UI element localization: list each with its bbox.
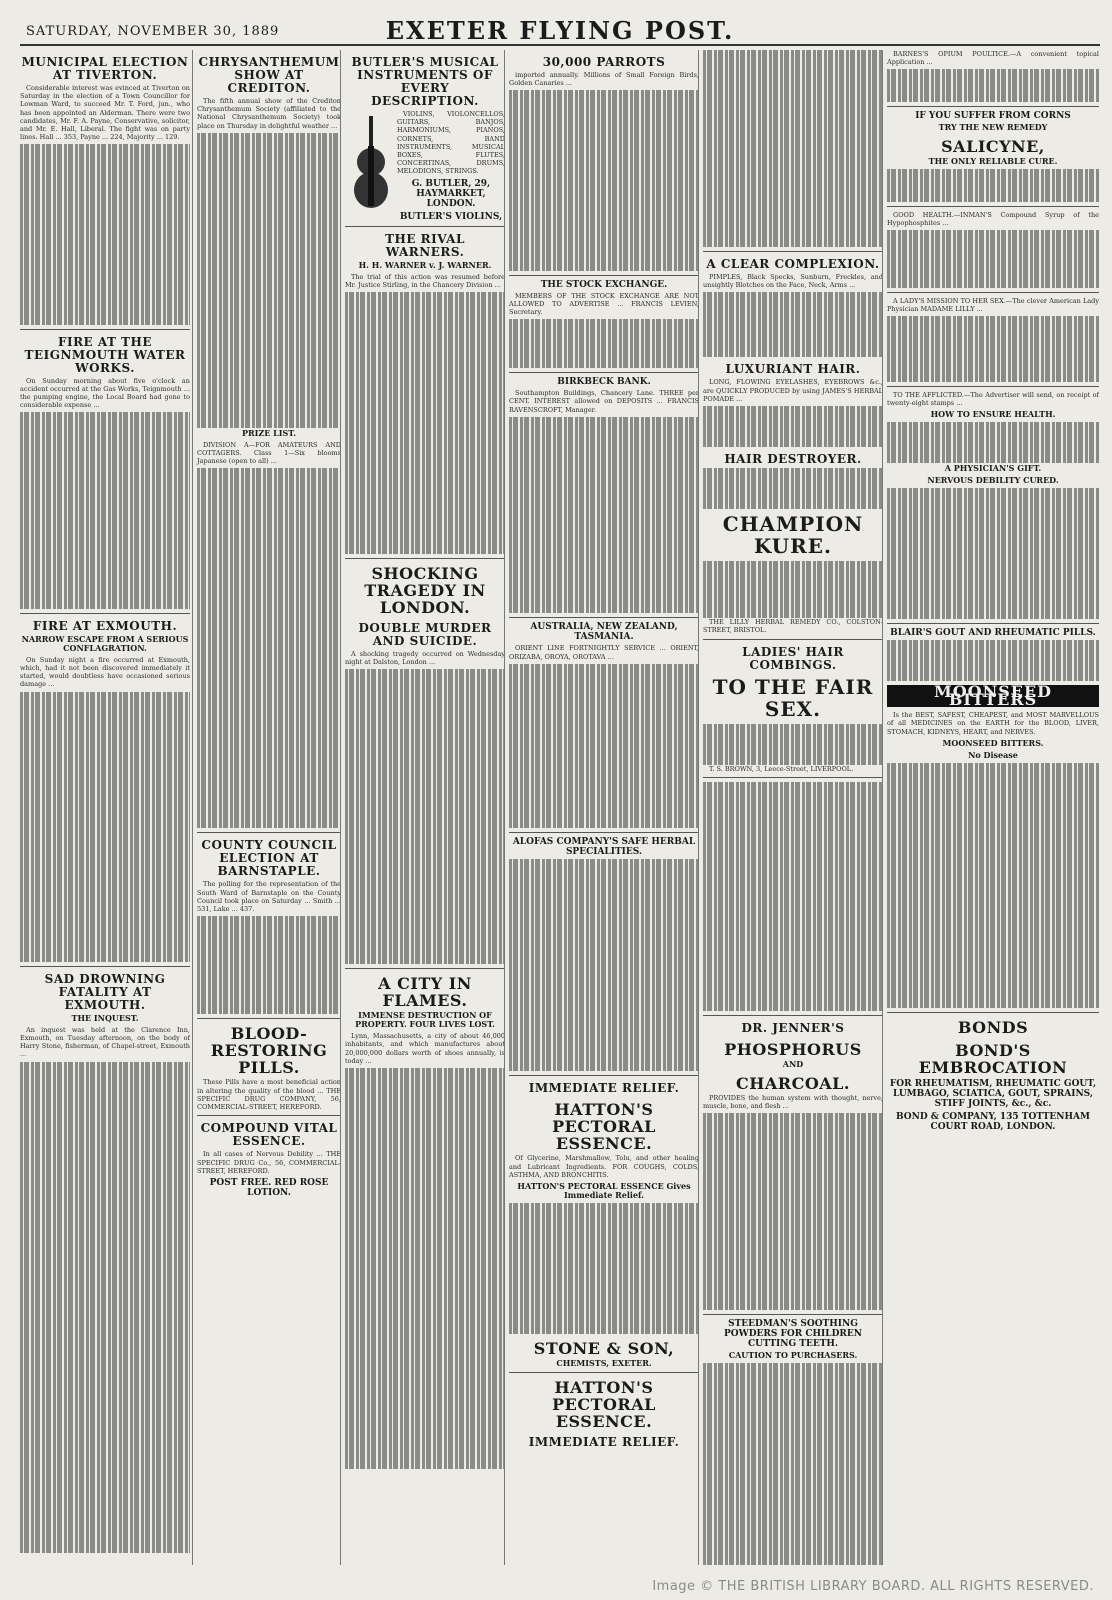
prize-list-heading: PRIZE LIST. bbox=[242, 427, 296, 438]
ad-text: FOR RHEUMATISM, RHEUMATIC GOUT, LUMBAGO, SCIATICA, GOUT, SPRAINS, STIFF JOINTS, &c., &c. bbox=[889, 1079, 1097, 1110]
article-text: Considerable interest was evinced at Tiverton on Saturday in the election of a Town Councillor for Lowman Ward, to succeed Mr. T. Ford, jun., who has been appointed an Alderman. There were two candidates, Mr. F. A. Payne, Conservative, solicitor, and Mr. E. Hall, Liberal. The fight was on party lines. Hall ... 353, Payne ... 224, Majority ... 129. bbox=[20, 84, 190, 142]
ad-moonseed-bitters: MOONSEED BITTERS bbox=[887, 685, 1099, 707]
ad-chemists: CHEMISTS, EXETER. bbox=[556, 1358, 652, 1369]
article-text: The trial of this action was resumed before Mr. Justice Stirling, in the Chancery Division ... bbox=[345, 272, 505, 289]
headline-teignmouth-fire: FIRE AT THE TEIGNMOUTH WATER WORKS. bbox=[24, 334, 186, 375]
ad-hattons-pectoral-essence-2: HATTON'S PECTORAL ESSENCE. bbox=[552, 1378, 656, 1432]
ad-corns: IF YOU SUFFER FROM CORNS bbox=[915, 111, 1071, 122]
ad-text: PIMPLES, Black Specks, Sunburn, Freckles, and unsightly Blotches on the Face, Neck, Arms ... bbox=[703, 272, 883, 289]
ad-birkbeck-bank: BIRKBECK BANK. bbox=[557, 377, 651, 388]
ad-text: A LADY'S MISSION TO HER SEX.—The clever American Lady Physician MADAME LILLY ... bbox=[887, 296, 1099, 313]
subheadline: IMMENSE DESTRUCTION OF PROPERTY. FOUR LIVES LOST. bbox=[355, 1010, 495, 1030]
ad-blood-restoring-pills: BLOOD-RESTORING PILLS. bbox=[210, 1024, 328, 1078]
ad-post-free: POST FREE. RED ROSE LOTION. bbox=[209, 1177, 329, 1198]
article-text: An inquest was held at the Clarence Inn, Exmouth, on Tuesday afternoon, on the body of Harry Stone, fisherman, of Chapel-street, Exmouth ... bbox=[20, 1025, 190, 1059]
ad-stock-exchange: THE STOCK EXCHANGE. bbox=[540, 279, 668, 290]
ad-phosphorus: PHOSPHORUS bbox=[724, 1040, 862, 1059]
ad-subheading: HOW TO ENSURE HEALTH. bbox=[930, 408, 1056, 419]
ad-text: These Pills have a most beneficial action in altering the quality of the blood ... THE SPECIFIC DRUG COMPANY, 56, COMMERCIAL-STREET, HEREFORD. bbox=[197, 1078, 341, 1112]
headline-city-in-flames: A CITY IN FLAMES. bbox=[378, 974, 472, 1011]
article-text: The fifth annual show of the Crediton Chrysanthemum Society (affiliated to the National Chrysanthemum Society) took place on Thursday in delightful weather ... bbox=[197, 97, 341, 130]
column-3 bbox=[340, 50, 505, 1565]
ad-steedmans-powders: STEEDMAN'S SOOTHING POWDERS FOR CHILDREN CUTTING TEETH. bbox=[724, 1318, 862, 1349]
ad-caution: CAUTION TO PURCHASERS. bbox=[728, 1349, 858, 1360]
article-text: DIVISION A—FOR AMATEURS AND COTTAGERS. Class 1—Six blooms Japanese (open to all) ... bbox=[197, 440, 341, 465]
ad-text: imported annually. Millions of Small Foreign Birds, Golden Canaries ... bbox=[509, 71, 699, 88]
subheadline: DOUBLE MURDER AND SUICIDE. bbox=[358, 621, 492, 649]
ad-stone-and-son: STONE & SON, bbox=[533, 1339, 675, 1359]
column-5 bbox=[698, 50, 883, 1565]
headline-county-council: COUNTY COUNCIL ELECTION AT BARNSTAPLE. bbox=[201, 838, 337, 879]
article-text: On Sunday night a fire occurred at Exmouth, which, had it not been discovered immediately it started, would doubtless have occasioned serious damage ... bbox=[20, 655, 190, 689]
ad-text: MEMBERS OF THE STOCK EXCHANGE ARE NOT ALLOWED TO ADVERTISE ... FRANCIS LEVIEN, Secretary. bbox=[509, 291, 699, 316]
ad-parrots: 30,000 PARROTS bbox=[542, 55, 666, 69]
column-1 bbox=[20, 50, 190, 1565]
ad-luxuriant-hair: LUXURIANT HAIR. bbox=[725, 362, 861, 377]
ad-address: G. BUTLER, 29, HAYMARKET, LONDON. bbox=[411, 178, 491, 209]
column-6 bbox=[882, 50, 1099, 1565]
headline-rival-warners: THE RIVAL WARNERS. bbox=[385, 231, 465, 259]
ad-ladies-hair-combings: LADIES' HAIR COMBINGS. bbox=[742, 644, 844, 672]
article-text: On Sunday morning about five o'clock an accident occurred at the Gas Works, Teignmouth ... the pumping engine, the Local Board had gone to considerable expense ... bbox=[20, 376, 190, 410]
newspaper-title: EXETER FLYING POST. bbox=[385, 16, 735, 45]
instrument-list: VIOLINS, VIOLONCELLOS, GUITARS, BANJOS, HARMONIUMS, PIANOS, CORNETS, BAND INSTRUMENTS, MUSICAL BOXES, FLUTES, CONCERTINAS, DRUMS, MELODIONS, STRINGS. bbox=[397, 110, 505, 176]
subheadline: THE INQUEST. bbox=[71, 1012, 139, 1023]
ad-orient-line: AUSTRALIA, NEW ZEALAND, TASMANIA. bbox=[530, 622, 678, 643]
ad-text: TO THE AFFLICTED.—The Advertiser will send, on receipt of twenty-eight stamps ... bbox=[887, 390, 1099, 407]
ad-compound-vital-essence: COMPOUND VITAL ESSENCE. bbox=[200, 1121, 338, 1149]
ad-text: LONG, FLOWING EYELASHES, EYEBROWS &c., are QUICKLY PRODUCED by using JAMES'S HERBAL POMADE ... bbox=[703, 378, 883, 403]
ad-subheading: TRY THE NEW REMEDY bbox=[938, 122, 1048, 133]
subheadline: NARROW ESCAPE FROM A SERIOUS CONFLAGRATION. bbox=[21, 633, 189, 653]
ad-text: GOOD HEALTH.—INMAN'S Compound Syrup of the Hypophosphites ... bbox=[887, 210, 1099, 228]
subheadline: H. H. WARNER v. J. WARNER. bbox=[358, 259, 492, 270]
ad-hattons-pectoral-essence: HATTON'S PECTORAL ESSENCE. bbox=[552, 1100, 656, 1154]
ad-address: BOND & COMPANY, 135 TOTTENHAM COURT ROAD, LONDON. bbox=[896, 1112, 1090, 1133]
ad-subheading: MOONSEED BITTERS. bbox=[942, 737, 1044, 748]
headline-municipal-election: MUNICIPAL ELECTION AT TIVERTON. bbox=[21, 55, 189, 82]
ad-immediate-relief-2: IMMEDIATE RELIEF. bbox=[528, 1435, 680, 1450]
ad-bonds-embrocation: BOND'S EMBROCATION bbox=[918, 1041, 1068, 1078]
ad-text: T. S. BROWN, 3, Leece-Street, LIVERPOOL. bbox=[709, 764, 854, 773]
article-text: A shocking tragedy occurred on Wednesday night at Dalston, London ... bbox=[345, 650, 505, 667]
column-2 bbox=[192, 50, 341, 1565]
headline-exmouth-fire: FIRE AT EXMOUTH. bbox=[32, 618, 178, 633]
ad-no-disease: No Disease bbox=[968, 749, 1018, 760]
headline-shocking-tragedy: SHOCKING TRAGEDY IN LONDON. bbox=[364, 564, 486, 618]
ad-charcoal: CHARCOAL. bbox=[736, 1074, 850, 1093]
issue-date: SATURDAY, NOVEMBER 30, 1889 bbox=[26, 24, 280, 39]
headline-drowning-fatality: SAD DROWNING FATALITY AT EXMOUTH. bbox=[44, 971, 166, 1012]
ad-dr-jenners: DR. JENNER'S bbox=[741, 1021, 845, 1035]
ad-subheading: NERVOUS DEBILITY CURED. bbox=[927, 474, 1059, 485]
ad-text: Is the BEST, SAFEST, CHEAPEST, and MOST MARVELLOUS of all MEDICINES on the EARTH for the BLOOD, LIVER, STOMACH, KIDNEYS, HEART, and NERVES. bbox=[887, 711, 1099, 736]
ad-salicyne: SALICYNE, bbox=[941, 137, 1045, 157]
ad-champion-kure: CHAMPION KURE. bbox=[722, 511, 864, 558]
ad-text: ORIENT LINE FORTNIGHTLY SERVICE ... ORIENT, ORIZABA, OROYA, OROTAVA ... bbox=[509, 644, 699, 661]
ad-text: PROVIDES the human system with thought, nerve, muscle, bone, and flesh ... bbox=[703, 1094, 883, 1111]
ad-physicians-gift: A PHYSICIAN'S GIFT. bbox=[944, 462, 1042, 473]
ad-text: In all cases of Nervous Debility ... THE SPECIFIC DRUG Co., 56, COMMERCIAL-STREET, HEREFORD. bbox=[197, 1150, 341, 1175]
ad-hair-destroyer: HAIR DESTROYER. bbox=[724, 451, 862, 466]
ad-text: Of Glycerine, Marshmallow, Tolu, and other healing and Lubricant Ingredients. FOR COUGHS, COLDS, ASTHMA, AND BRONCHITIS. bbox=[509, 1154, 699, 1179]
ad-blairs-pills: BLAIR'S GOUT AND RHEUMATIC PILLS. bbox=[890, 627, 1096, 638]
ad-text: THE LILLY HERBAL REMEDY CO., COLSTON-STREET, BRISTOL. bbox=[703, 618, 883, 635]
headline-chrysanthemum-show: CHRYSANTHEMUM SHOW AT CREDITON. bbox=[198, 55, 340, 95]
ad-subheading: THE ONLY RELIABLE CURE. bbox=[928, 156, 1058, 167]
masthead bbox=[20, 14, 1100, 46]
ad-text: Southampton Buildings, Chancery Lane. THREE per CENT. INTEREST allowed on DEPOSITS ... FRANCIS RAVENSCROFT, Manager. bbox=[509, 389, 699, 414]
ad-bonds-logo: BONDS bbox=[957, 1018, 1029, 1038]
ad-clear-complexion: A CLEAR COMPLEXION. bbox=[706, 256, 880, 271]
ad-butlers-instruments: BUTLER'S MUSICAL INSTRUMENTS OF EVERY DESCRIPTION. bbox=[351, 55, 499, 108]
ad-alofas: ALOFAS COMPANY'S SAFE HERBAL SPECIALITIES. bbox=[512, 836, 696, 857]
copyright-notice: Image © THE BRITISH LIBRARY BOARD. ALL RIGHTS RESERVED. bbox=[652, 1579, 1094, 1594]
ad-text: BARNES'S OPIUM POULTICE.—A convenient topical Application ... bbox=[887, 50, 1099, 67]
violin-icon bbox=[351, 114, 391, 214]
column-4 bbox=[504, 50, 699, 1565]
article-text: The polling for the representation of the South Ward of Barnstaple on the County Council took place on Saturday ... Smith ... 531, Lake ... 437. bbox=[197, 880, 341, 914]
ad-immediate-relief: IMMEDIATE RELIEF. bbox=[528, 1081, 680, 1096]
ad-to-the-fair-sex: TO THE FAIR SEX. bbox=[712, 674, 874, 721]
ad-subheading: BUTLER'S VIOLINS, bbox=[399, 211, 503, 222]
article-text: Lynn, Massachusetts, a city of about 46,000 inhabitants, and which manufactures about 20,000,000 dollars worth of shoes annually, is today ... bbox=[345, 1032, 505, 1065]
ad-and: AND bbox=[782, 1059, 804, 1069]
ad-side-panel: HATTON'S PECTORAL ESSENCE Gives Immediate Relief. bbox=[517, 1181, 691, 1201]
